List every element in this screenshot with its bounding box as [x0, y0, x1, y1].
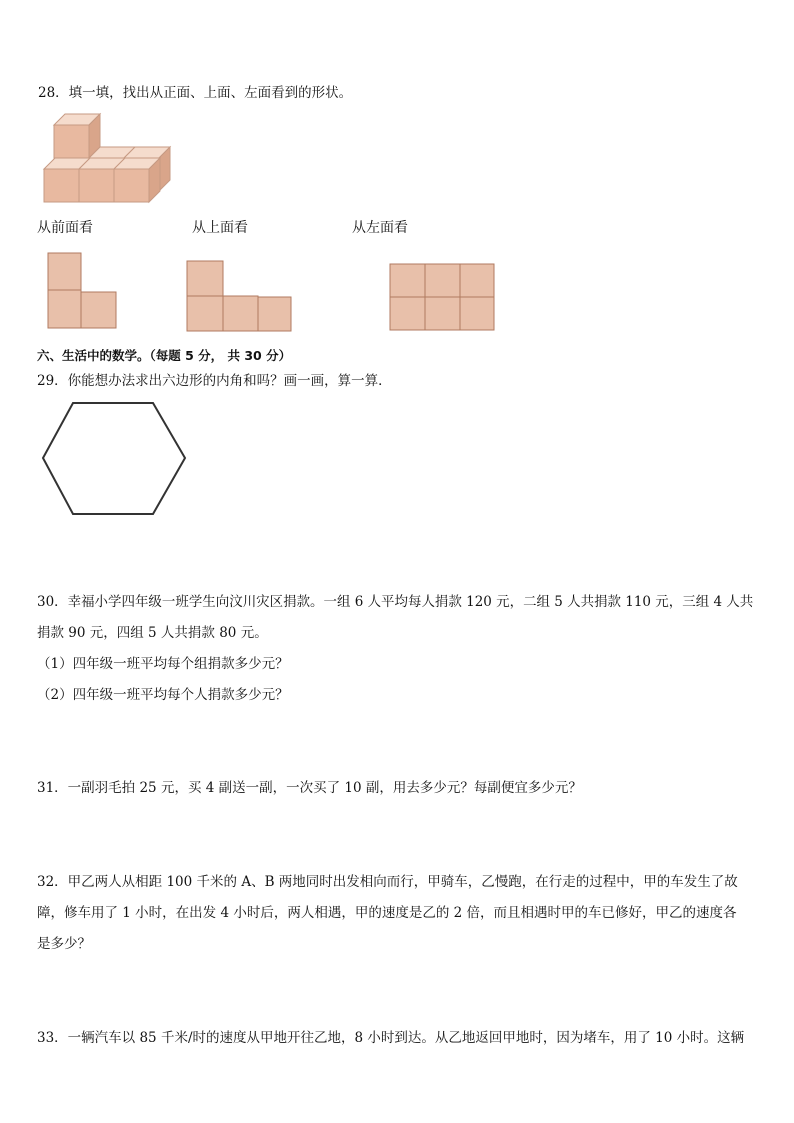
- q30-sub2: （2）四年级一班平均每个人捐款多少元？: [37, 687, 289, 703]
- cube-front-row: [44, 158, 160, 202]
- q30-line1: 30．幸福小学四年级一班学生向汶川灾区捐款。一组 6 人平均每人捐款 120 元，二组 5 人共捐款 110 元，三组 4 人共: [37, 594, 754, 610]
- q31-prompt: 31．一副羽毛拍 25 元，买 4 副送一副，一次买了 10 副，用去多少元？每副便宜多少元？: [37, 780, 582, 796]
- q30-line2: 捐款 90 元，四组 5 人共捐款 80 元。: [37, 625, 268, 641]
- front-view-shape: [47, 252, 119, 330]
- label-top-view: 从上面看: [192, 220, 248, 236]
- section-six-heading: 六、生活中的数学。（每题 5 分， 共 30 分）: [37, 348, 292, 363]
- q32-line3: 是多少？: [37, 936, 91, 952]
- top-view-shape: [186, 260, 294, 332]
- q33-line1: 33．一辆汽车以 85 千米/时的速度从甲地开往乙地，8 小时到达。从乙地返回甲地时，因为堵车，用了 10 小时。这辆: [37, 1030, 745, 1046]
- hexagon-figure: [40, 399, 190, 519]
- q28-prompt: 28．填一填，找出从正面、上面、左面看到的形状。: [38, 85, 353, 101]
- q30-sub1: （1）四年级一班平均每个组捐款多少元？: [37, 656, 289, 672]
- q32-line2: 障，修车用了 1 小时，在出发 4 小时后，两人相遇，甲的速度是乙的 2 倍，而且相遇时甲的车已修好，甲乙的速度各: [37, 905, 737, 921]
- label-front-view: 从前面看: [37, 220, 93, 236]
- cube-stack-figure: [42, 112, 172, 204]
- cube-top-stacked: [54, 114, 100, 158]
- q32-line1: 32．甲乙两人从相距 100 千米的 A、B 两地同时出发相向而行，甲骑车，乙慢跑，在行走的过程中，甲的车发生了故: [37, 874, 738, 890]
- label-left-view: 从左面看: [352, 220, 408, 236]
- left-view-shape: [389, 263, 497, 333]
- q29-prompt: 29．你能想办法求出六边形的内角和吗？画一画，算一算．: [37, 373, 392, 389]
